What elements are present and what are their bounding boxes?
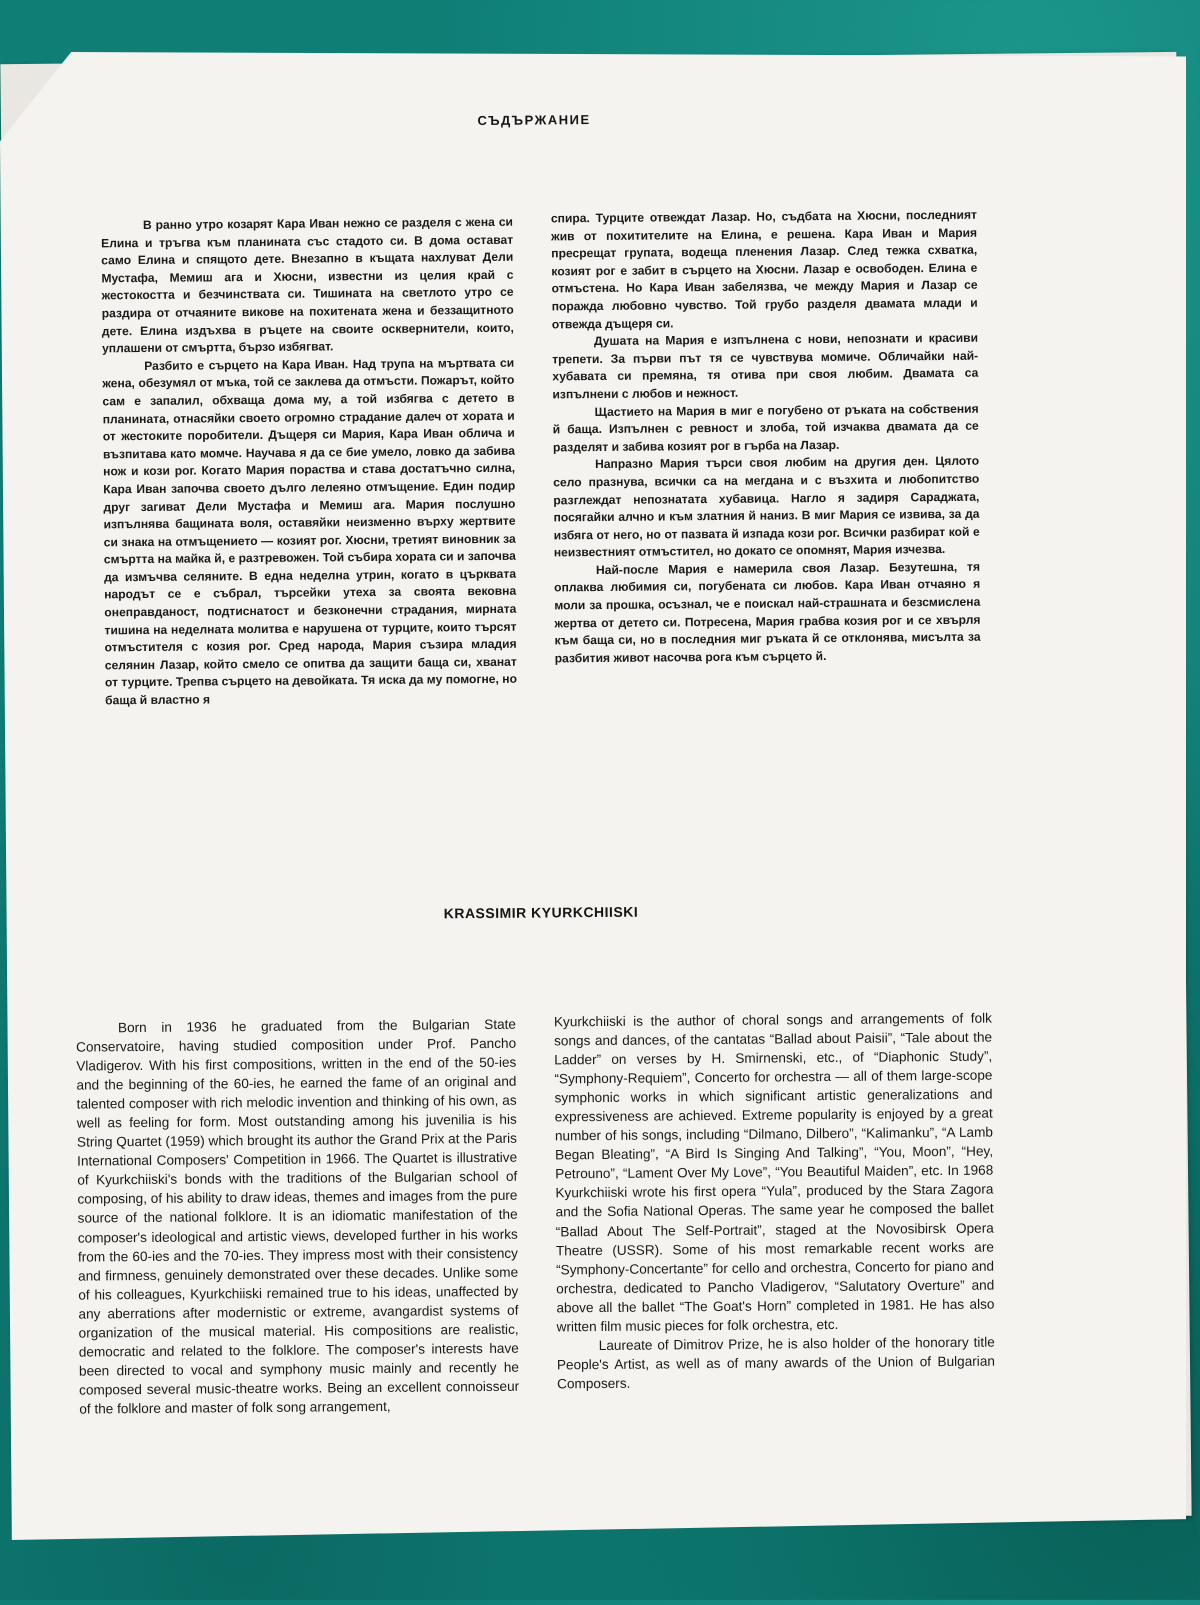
english-paragraph: Born in 1936 he graduated from the Bulgarian State Conservatoire, having studied composition under Prof. Pancho Vladigerov. With his first compositions, written in the end of the 50-ies and the beginning of the 60-ies, he earned the fame of an original and talented composer with rich melodic invention and thinking of his own, as well as feeling for form. Most outstanding among his juvenilia is his String Quartet (1959) which brought its author the Grand Prix at the Paris International Composers' Competition in 1966. The Quartet is illustrative of Kyurkchiiski's bonds with the traditions of the Bulgarian school of composing, of his ability to draw ideas, themes and images from the pure source of the national folklore. It is an idiomatic manifestation of the composer's ideological and artistic views, developed further in his works from the 60-ies and the 70-ies. They impress most with their consistency and firmness, genuinely demonstrated over these decades. Unlike some of his colleagues, Kyurkchiiski remained true to his ideas, unaffected by any aberrations after modernistic or extreme, avangardist systems of organization of the musical material. His compositions are realistic, democratic and related to the folklore. The composer's interests have been directed to vocal and symphony music mainly and recently he composed several music-theatre works. Being an excellent connoisseur of the folklore and master of folk song arrangement, bbox=[76, 1016, 520, 1417]
bulgarian-paragraph: В ранно утро козарят Кара Иван нежно се разделя с жена си Елина и тръгва към планината със стадото си. В дома остават само Елина и спящото дете. Внезапно в къщата нахлуват Дели Мустафа, Мемиш ага и Хюсни, известни из целия край с жестокостта и безчинствата си. Тишината на светлото утро се раздира от отчаяните викове на похитената жена и беззащитното дете. Елина издъхва в ръцете на своите осквернители, които, уплашени от смъртта, бързо избягват. bbox=[101, 214, 514, 356]
bulgarian-paragraph: Най-после Мария е намерила своя Лазар. Безутешна, тя оплаква любимия си, погубената си любов. Кара Иван отчаяно я моли за прошка, осъзнал, че е поискал най-страшната и безсмислена жертва от детето си. Потресена, Мария грабва козия рог и се хвърля към баща си, но в последния миг ръката й се отклонява, мисълта за разбития живот насочва рога към сърцето й. bbox=[554, 559, 981, 666]
bulgarian-paragraph: Напразно Мария търси своя любим на другия ден. Цялото село празнува, всички са на мегдана и с възхита и любопитство разглеждат непознатата хубавица. Нагло я задиря Сараджата, посягайки алчно и към златния й наниз. В миг Мария се извива, за да избяга от него, но от пазвата й изпада кози рог. Всички разбират кой е неизвестният отмъстител, но докато се опомнят, Мария изчезва. bbox=[553, 453, 980, 560]
english-left-column bbox=[76, 1015, 519, 1419]
bulgarian-paragraph: спира. Турците отвеждат Лазар. Но, съдбата на Хюсни, последният жив от похитителите на Елина, е решена. Кара Иван и Мария пресрещат групата, водеща пленения Лазар. След тежка схватка, козият рог е забит в сърцето на Хюсни. Лазар е освободен. Елина е отмъстена. Но Кара Иван забелязва, че между Мария и Лазар се поражда любовно чувство. Той грубо разделя двамата млади и отвежда дъщеря си. bbox=[550, 207, 978, 331]
english-right-column bbox=[554, 1009, 995, 1394]
composer-heading: KRASSIMIR KYURKCHIISKI bbox=[443, 903, 639, 922]
bulgarian-heading: СЪДЪРЖАНИЕ bbox=[477, 112, 591, 129]
bulgarian-paragraph: Разбито е сърцето на Кара Иван. Над трупа на мъртвата си жена, обезумял от мъка, той се заклева да отмъсти. Пожарът, който сам е запалил, обхваща дома му, а той избягва с детето в планината, отнасяйки своето огромно страдание далеч от хората и от жестоките поробители. Дъщеря си Мария, Кара Иван облича и възпитава като момче. Научава я да се бие умело, ловко да забива нож и кози рог. Когато Мария пораства и става достатъчно силна, Кара Иван започва своето дълго лелеяно отмъщение. Един подир друг загиват Дели Мустафа и Мемиш ага. Мария послушно изпълнява бащината воля, оставяйки неизменно върху жертвите си знака на отмъщението — козият рог. Хюсни, третият виновник за смъртта на майка й, е разтревожен. Той събира хората си и започва да измъчва селяните. В една неделна утрин, когато в църквата народът се е събрал, търсейки утеха за своята вековна онеправданост, подтиснатост и безконечни страдания, мирната тишина на неделната молитва е нарушена от турците, които търсят отмъстителя с козия рог. Сред народа, Мария съзира младия селянин Лазар, който смело се опитва да защити баща си, хванат от турците. Трепва сърцето на девойката. Тя иска да му помогне, но баща й властно я bbox=[102, 355, 518, 708]
english-paragraph: Kyurkchiiski is the author of choral songs and arrangements of folk songs and dances, of the cantatas “Ballad about Paisii”, “Tale about the Ladder” on verses by H. Smirnenski, etc., of “Diaphonic Study”, “Symphony-Requiem”, Concerto for orchestra — all of them large-scope symphonic works in which significant artistic generalizations and expressiveness are achieved. Extreme popularity is enjoyed by a great number of his songs, including “Dilmano, Dilbero”, “Kalimanku”, “A Lamb Began Bleating”, “A Bird Is Singing And Talking”, “You, Moon”, “Hey, Petrouno”, “Lament Over My Love”, “You Beautiful Maiden”, etc. In 1968 Kyurkchiiski wrote his first opera “Yula”, produced by the Stara Zagora and the Sofia National Operas. The same year he composed the ballet “Ballad About The Self-Portrait”, staged at the Novosibirsk Opera Theatre (USSR). Some of his most remarkable recent works are “Symphony-Concertante” for cello and orchestra, Concerto for piano and orchestra, dedicated to Pancho Vladigerov, “Salutatory Overture” and above all the ballet “The Goat's Horn” completed in 1981. He has also written film music pieces for folk orchestra, etc. bbox=[553, 1010, 995, 1335]
bulgarian-left-column bbox=[101, 214, 517, 710]
bulgarian-paragraph: Щастието на Мария в миг е погубено от ръката на собствения й баща. Изпълнен с ревност и злоба, той изчаква двамата да се разделят и забива козият рог в гърба на Лазар. bbox=[552, 401, 979, 455]
bulgarian-paragraph: Душата на Мария е изпълнена с нови, непознати и красиви трепети. За първи път тя се чувствува момиче. Обличайки най-хубавата си премяна, тя отива при своя любим. Двамата са изпълнени с любов и нежност. bbox=[552, 330, 979, 402]
bulgarian-right-column bbox=[551, 207, 981, 668]
english-paragraph: Laureate of Dimitrov Prize, he is also holder of the honorary title People's Artist, as well as of many awards of the Union of Bulgarian Composers. bbox=[556, 1334, 995, 1392]
